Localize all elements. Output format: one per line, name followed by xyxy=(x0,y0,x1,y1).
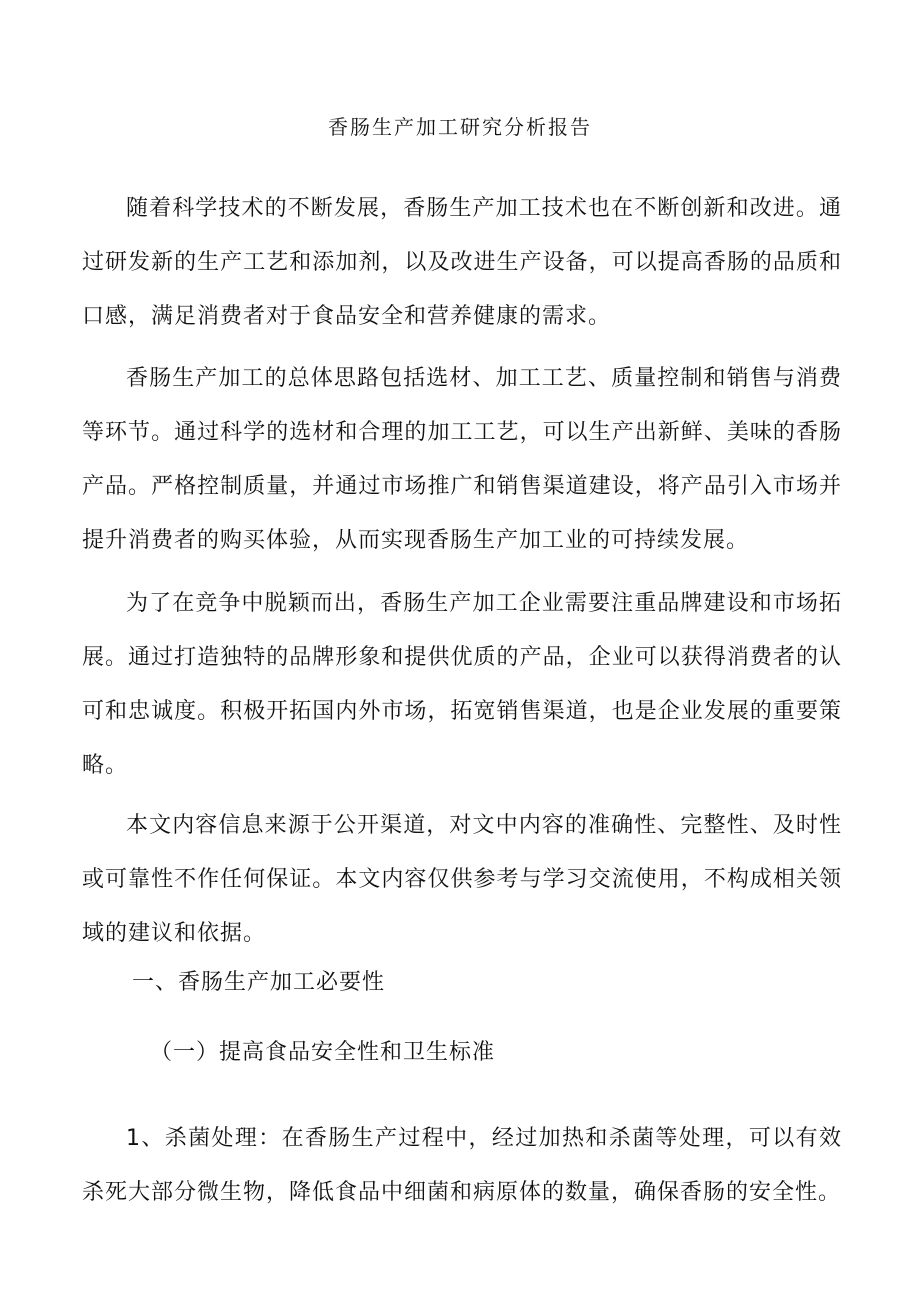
intro-paragraph-1: 随着科学技术的不断发展，香肠生产加工技术也在不断创新和改进。通过研发新的生产工艺和添加剂，以及改进生产设备，可以提高香肠的品质和口感，满足消费者对于食品安全和营养健康的需求。 xyxy=(82,196,842,329)
subsection-heading: （一）提高食品安全性和卫生标准 xyxy=(150,1040,496,1065)
intro-paragraph-3: 为了在竞争中脱颖而出，香肠生产加工企业需要注重品牌建设和市场拓展。通过打造独特的品牌形象和提供优质的产品，企业可以获得消费者的认可和忠诚度。积极开拓国内外市场，拓宽销售渠道，也是企业发展的重要策略。 xyxy=(82,591,842,778)
document-title: 香肠生产加工研究分析报告 xyxy=(328,115,592,139)
section-heading: 一、香肠生产加工必要性 xyxy=(132,970,386,995)
item-paragraph: 1、杀菌处理：在香肠生产过程中，经过加热和杀菌等处理，可以有效杀死大部分微生物，降低食品中细菌和病原体的数量，确保香肠的安全性。 xyxy=(82,1126,842,1205)
disclaimer-paragraph: 本文内容信息来源于公开渠道，对文中内容的准确性、完整性、及时性或可靠性不作任何保证。本文内容仅供参考与学习交流使用，不构成相关领域的建议和依据。 xyxy=(82,813,842,946)
intro-paragraph-2: 香肠生产加工的总体思路包括选材、加工工艺、质量控制和销售与消费等环节。通过科学的选材和合理的加工工艺，可以生产出新鲜、美味的香肠产品。严格控制质量，并通过市场推广和销售渠道建设，将产品引入市场并提升消费者的购买体验，从而实现香肠生产加工业的可持续发展。 xyxy=(82,366,842,553)
